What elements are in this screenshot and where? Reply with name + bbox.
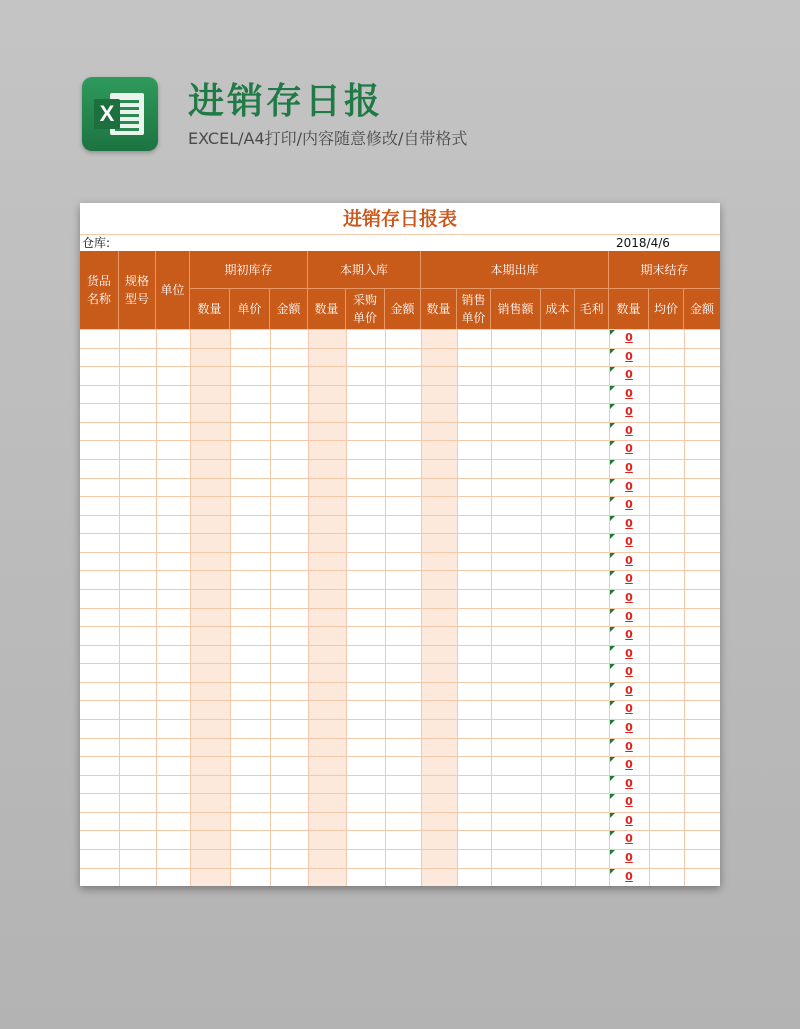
sub-opening-qty: 数量 xyxy=(190,289,230,329)
sub-in-purchase-price: 采购 单价 xyxy=(346,289,385,329)
sub-out-profit: 毛利 xyxy=(575,289,609,329)
ending-qty-cell[interactable]: 0 xyxy=(625,870,633,883)
col-unit: 单位 xyxy=(156,251,190,329)
ending-qty-cell[interactable]: 0 xyxy=(625,665,633,678)
ending-qty-cell[interactable]: 0 xyxy=(625,758,633,771)
page-title: 进销存日报 xyxy=(188,81,384,122)
sub-out-qty: 数量 xyxy=(421,289,457,329)
sub-end-avg-price: 均价 xyxy=(649,289,684,329)
ending-qty-cell[interactable]: 0 xyxy=(625,387,633,400)
ending-qty-cell[interactable]: 0 xyxy=(625,368,633,381)
col-goods-name: 货品 名称 xyxy=(80,251,119,329)
ending-qty-cell[interactable]: 0 xyxy=(625,832,633,845)
sub-in-qty: 数量 xyxy=(308,289,346,329)
ending-qty-cell[interactable]: 0 xyxy=(625,851,633,864)
ending-qty-cell[interactable]: 0 xyxy=(625,331,633,344)
group-stock-in: 本期入库 xyxy=(308,251,421,289)
ending-qty-cell[interactable]: 0 xyxy=(625,702,633,715)
sub-opening-amount: 金额 xyxy=(270,289,308,329)
sub-out-sale-price: 销售 单价 xyxy=(457,289,491,329)
ending-qty-cell[interactable]: 0 xyxy=(625,480,633,493)
sub-end-amount: 金额 xyxy=(684,289,720,329)
ending-qty-cell[interactable]: 0 xyxy=(625,405,633,418)
sub-opening-price: 单价 xyxy=(230,289,270,329)
ending-qty-cell[interactable]: 0 xyxy=(625,535,633,548)
ending-qty-cell[interactable]: 0 xyxy=(625,424,633,437)
spreadsheet-document xyxy=(80,203,720,886)
ending-qty-cell[interactable]: 0 xyxy=(625,610,633,623)
meta-row xyxy=(80,234,720,252)
page-subtitle: EXCEL/A4打印/内容随意修改/自带格式 xyxy=(188,129,468,148)
ending-qty-cell[interactable]: 0 xyxy=(625,517,633,530)
sub-out-cost: 成本 xyxy=(541,289,575,329)
ending-qty-cell[interactable]: 0 xyxy=(625,684,633,697)
group-ending-balance: 期末结存 xyxy=(609,251,720,289)
report-date: 2018/4/6 xyxy=(616,236,670,250)
ending-qty-cell[interactable]: 0 xyxy=(625,795,633,808)
sub-end-qty: 数量 xyxy=(609,289,649,329)
col-spec: 规格 型号 xyxy=(119,251,156,329)
ending-qty-cell[interactable]: 0 xyxy=(625,461,633,474)
ending-qty-cell[interactable]: 0 xyxy=(625,740,633,753)
sheet-title: 进销存日报表 xyxy=(342,208,457,230)
ending-qty-cell[interactable]: 0 xyxy=(625,554,633,567)
warehouse-label: 仓库: xyxy=(82,236,111,250)
ending-qty-cell[interactable]: 0 xyxy=(625,721,633,734)
ending-qty-cell[interactable]: 0 xyxy=(625,814,633,827)
sub-out-sales: 销售额 xyxy=(491,289,541,329)
ending-qty-cell[interactable]: 0 xyxy=(625,572,633,585)
ending-qty-cell[interactable]: 0 xyxy=(625,591,633,604)
ending-qty-cell[interactable]: 0 xyxy=(625,350,633,363)
ending-qty-cell[interactable]: 0 xyxy=(625,647,633,660)
sub-in-amount: 金额 xyxy=(385,289,421,329)
ending-qty-cell[interactable]: 0 xyxy=(625,498,633,511)
group-opening-stock: 期初库存 xyxy=(190,251,308,289)
excel-logo-icon xyxy=(82,77,158,151)
excel-x-letter: X xyxy=(94,99,120,129)
group-stock-out: 本期出库 xyxy=(421,251,609,289)
ending-qty-cell[interactable]: 0 xyxy=(625,628,633,641)
ending-qty-cell[interactable]: 0 xyxy=(625,777,633,790)
ending-qty-cell[interactable]: 0 xyxy=(625,442,633,455)
